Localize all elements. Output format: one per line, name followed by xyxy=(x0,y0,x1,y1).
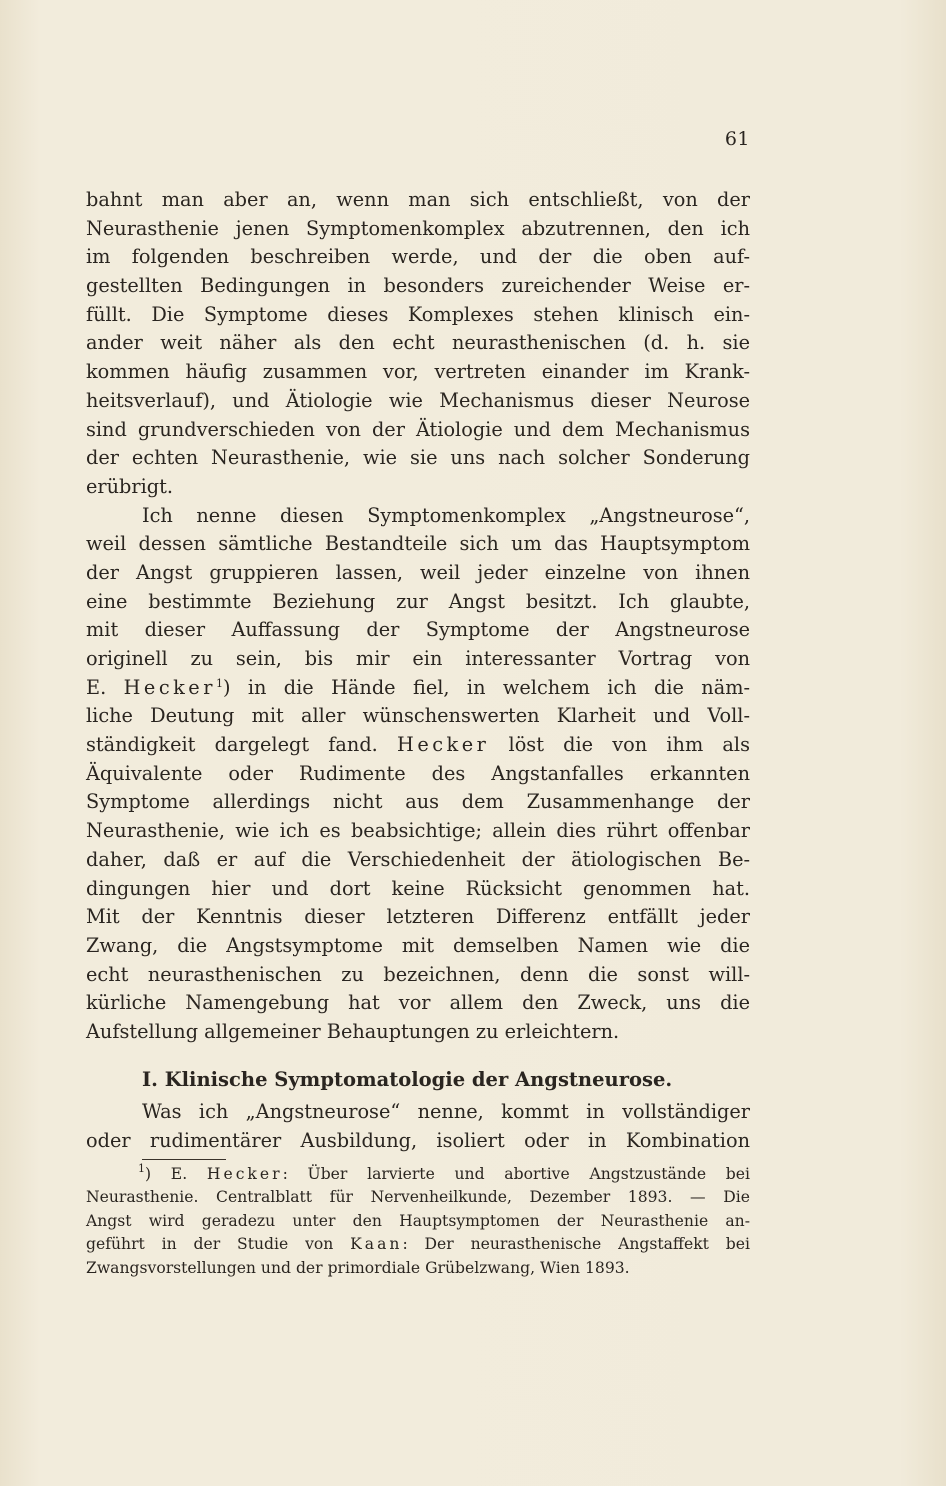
text-line: kürliche Namengebung hat vor allem den Zweck, uns die xyxy=(86,991,750,1015)
text-line: Was ich „Angstneurose“ nenne, kommt in vollständiger xyxy=(142,1100,750,1123)
footnote-line: Angst wird geradezu unter den Hauptsymptomen der Neurasthenie an- xyxy=(86,1211,750,1230)
footnote-line: Neurasthenie. Centralblatt für Nervenheilkunde, Dezember 1893. — Die xyxy=(86,1188,750,1207)
text-line: der echten Neurasthenie, wie sie uns nach solcher Sonderung xyxy=(86,446,750,470)
text-line: Neurasthenie jenen Symptomenkomplex abzutrennen, den ich xyxy=(86,216,750,240)
text-fragment: löst die von ihm als xyxy=(489,733,750,757)
text-line: Symptome allerdings nicht aus dem Zusammenhange der xyxy=(86,790,750,814)
text-line: originell zu sein, bis mir ein interessanter Vortrag von xyxy=(86,647,750,670)
author-name-spaced: Hecker xyxy=(206,1165,283,1183)
text-line: ander weit näher als den echt neurasthenischen (d. h. sie xyxy=(86,331,750,355)
text-line: daher, daß er auf die Verschiedenheit der ätiologischen Be- xyxy=(86,847,750,871)
author-name-spaced: Hecker xyxy=(123,675,216,699)
text-fragment: ) in die Hände fiel, in welchem ich die näm- xyxy=(222,675,750,699)
text-fragment: geführt in der Studie von xyxy=(86,1235,351,1254)
text-line: füllt. Die Symptome dieses Komplexes stehen klinisch ein- xyxy=(86,302,750,326)
text-fragment: : Über larvierte und abortive Angstzustände bei xyxy=(282,1165,750,1183)
text-line: Aufstellung allgemeiner Behauptungen zu erleichtern. xyxy=(86,1019,620,1043)
text-line: mit dieser Auffassung der Symptome der Angstneurose xyxy=(86,618,750,642)
text-line: Neurasthenie, wie ich es beabsichtige; allein dies rührt offenbar xyxy=(86,819,750,843)
text-line: echt neurasthenischen zu bezeichnen, denn die sonst will- xyxy=(86,962,750,986)
text-line: Zwang, die Angstsymptome mit demselben Namen wie die xyxy=(86,933,750,957)
text-line: weil dessen sämtliche Bestandteile sich um das Hauptsymptom xyxy=(86,532,750,556)
text-line: bahnt man aber an, wenn man sich entschließt, von der xyxy=(86,188,750,211)
footnote-line xyxy=(86,1233,750,1256)
text-fragment: E. xyxy=(86,675,124,699)
section-heading: I. Klinische Symptomatologie der Angstneurose. xyxy=(142,1068,673,1091)
footnote-line: Zwangsvorstellungen und der primordiale Grübelzwang, Wien 1893. xyxy=(86,1258,630,1277)
footnote-line xyxy=(86,1163,750,1186)
author-name-spaced: Kaan xyxy=(350,1235,403,1254)
text-fragment: ständigkeit dargelegt fand. xyxy=(86,733,397,757)
text-fragment: ) E. xyxy=(145,1165,207,1183)
footnote-marker[interactable]: 1 xyxy=(215,676,223,690)
footnote-divider xyxy=(142,1159,226,1160)
text-line: Ich nenne diesen Symptomenkomplex „Angstneurose“, xyxy=(142,503,750,527)
text-line: oder rudimentärer Ausbildung, isoliert oder in Kombination xyxy=(86,1128,750,1152)
text-line: gestellten Bedingungen in besonders zureichender Weise er- xyxy=(86,274,750,298)
text-line: Mit der Kenntnis dieser letzteren Differenz entfällt jeder xyxy=(86,905,750,929)
text-line: sind grundverschieden von der Ätiologie und dem Mechanismus xyxy=(86,417,750,441)
text-line: der Angst gruppieren lassen, weil jeder einzelne von ihnen xyxy=(86,560,750,584)
paragraph-section-start xyxy=(86,1098,750,1155)
footnote-marker: 1 xyxy=(138,1162,145,1175)
text-line: Äquivalente oder Rudimente des Angstanfalles erkannten xyxy=(86,761,750,785)
text-line: im folgenden beschreiben werde, und der die oben auf- xyxy=(86,245,750,269)
footnote xyxy=(86,1163,750,1280)
text-fragment: : Der neurasthenische Angstaffekt bei xyxy=(402,1235,750,1254)
text-line xyxy=(86,674,750,703)
text-line: eine bestimmte Beziehung zur Angst besitzt. Ich glaubte, xyxy=(86,589,750,613)
text-line: erübrigt. xyxy=(86,474,173,498)
author-name-spaced: Hecker xyxy=(397,733,490,757)
text-line: kommen häufig zusammen vor, vertreten einander im Krank- xyxy=(86,360,750,384)
text-line: dingungen hier und dort keine Rücksicht genommen hat. xyxy=(86,876,750,900)
paragraph-continuation xyxy=(86,186,750,1047)
text-line xyxy=(86,731,750,760)
text-line: heitsverlauf), und Ätiologie wie Mechanismus dieser Neurose xyxy=(86,388,750,412)
page-number: 61 xyxy=(724,128,750,150)
text-line: liche Deutung mit aller wünschenswerten Klarheit und Voll- xyxy=(86,704,750,728)
